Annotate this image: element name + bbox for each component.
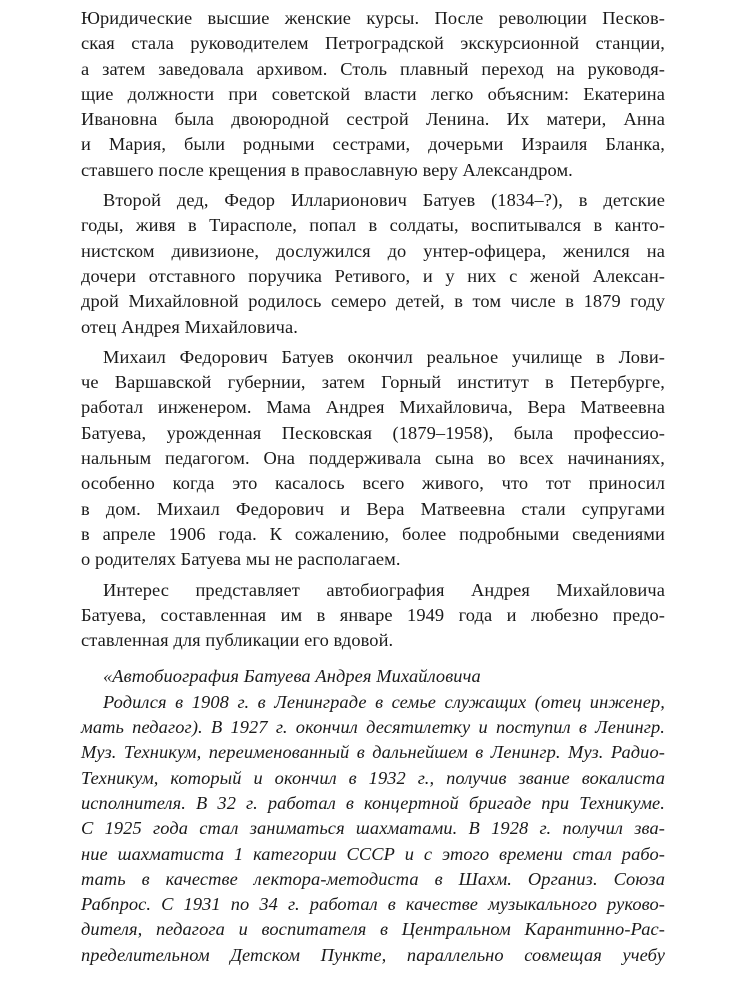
text-line: Ивановна была двоюродной сестрой Ленина. Их матери, Анна bbox=[81, 109, 665, 130]
quote-body bbox=[81, 690, 665, 968]
text-line: дочери отставного поручика Ретивого, и у них с женой Алексан- bbox=[81, 265, 665, 286]
text-line: дителя, педагога и воспитателя в Центральном Карантинно-Рас- bbox=[81, 919, 665, 940]
text-line: в дом. Михаил Федорович и Вера Матвеевна стали супругами bbox=[81, 498, 665, 519]
text-line: щие должности при советской власти легко объясним: Екатерина bbox=[81, 83, 665, 104]
text-line: С 1925 года стал заниматься шахматами. В 1928 г. получил зва- bbox=[81, 818, 665, 839]
text-line: нальным педагогом. Она поддерживала сына во всех начинаниях, bbox=[81, 448, 665, 469]
text-line: особенно когда это касалось всего живого, что тот приносил bbox=[81, 473, 665, 494]
text-line: Батуева, урожденная Песковская (1879–1958), была профессио- bbox=[81, 422, 665, 443]
text-line: ставленная для публикации его вдовой. bbox=[81, 630, 394, 651]
text-line: о родителях Батуева мы не располагаем. bbox=[81, 549, 401, 570]
paragraph bbox=[81, 345, 665, 573]
text-line: ние шахматиста 1 категории СССР и с этого времени стал рабо- bbox=[81, 843, 665, 864]
text-line: Рабпрос. С 1931 по 34 г. работал в качестве музыкального руково- bbox=[81, 894, 665, 915]
text-line: нистском дивизионе, дослужился до унтер-офицера, женился на bbox=[81, 240, 665, 261]
paragraph bbox=[81, 578, 665, 654]
paragraph bbox=[81, 188, 665, 340]
text-line: ставшего после крещения в православную веру Александром. bbox=[81, 159, 573, 180]
text-line: Муз. Техникум, переименованный в дальнейшем в Ленингр. Муз. Радио- bbox=[81, 742, 665, 763]
text-line: че Варшавской губернии, затем Горный институт в Петербурге, bbox=[81, 372, 665, 393]
text-line: Михаил Федорович Батуев окончил реальное училище в Лови- bbox=[103, 346, 665, 367]
text-line: и Мария, были родными сестрами, дочерьми Израиля Бланка, bbox=[81, 134, 665, 155]
text-line: годы, живя в Тирасполе, попал в солдаты, воспитывался в канто- bbox=[81, 215, 665, 236]
text-line: Интерес представляет автобиография Андрея Михайловича bbox=[103, 579, 665, 600]
text-line: исполнителя. В 32 г. работал в концертной бригаде при Техникуме. bbox=[81, 792, 665, 813]
text-line: мать педагог). В 1927 г. окончил десятилетку и поступил в Ленингр. bbox=[81, 717, 665, 738]
text-line: Юридические высшие женские курсы. После революции Песков- bbox=[81, 8, 665, 28]
text-line: «Автобиография Батуева Андрея Михайловича bbox=[103, 666, 481, 687]
quote-heading bbox=[81, 664, 665, 689]
text-line: пределительном Детском Пункте, параллельно совмещая учебу bbox=[81, 944, 665, 965]
paragraph bbox=[81, 6, 665, 183]
text-line: а затем заведовала архивом. Столь плавный переход на руководя- bbox=[81, 58, 665, 79]
text-line: работал инженером. Мама Андрея Михайловича, Вера Матвеевна bbox=[81, 397, 665, 418]
text-line: Родился в 1908 г. в Ленинграде в семье служащих (отец инженер, bbox=[103, 691, 665, 712]
text-line: тать в качестве лектора-методиста в Шахм. Организ. Союза bbox=[81, 868, 665, 889]
text-line: дрой Михайловной родилось семеро детей, в том числе в 1879 году bbox=[81, 291, 665, 312]
text-line: Второй дед, Федор Илларионович Батуев (1834–?), в детские bbox=[103, 190, 665, 211]
page-text bbox=[81, 6, 665, 973]
text-line: Техникум, который и окончил в 1932 г., получив звание вокалиста bbox=[81, 767, 665, 788]
text-line: Батуева, составленная им в январе 1949 года и любезно предо- bbox=[81, 604, 665, 625]
text-line: ская стала руководителем Петроградской экскурсионной станции, bbox=[81, 33, 665, 54]
text-line: в апреле 1906 года. К сожалению, более подробными сведениями bbox=[81, 523, 665, 544]
text-line: отец Андрея Михайловича. bbox=[81, 316, 298, 337]
